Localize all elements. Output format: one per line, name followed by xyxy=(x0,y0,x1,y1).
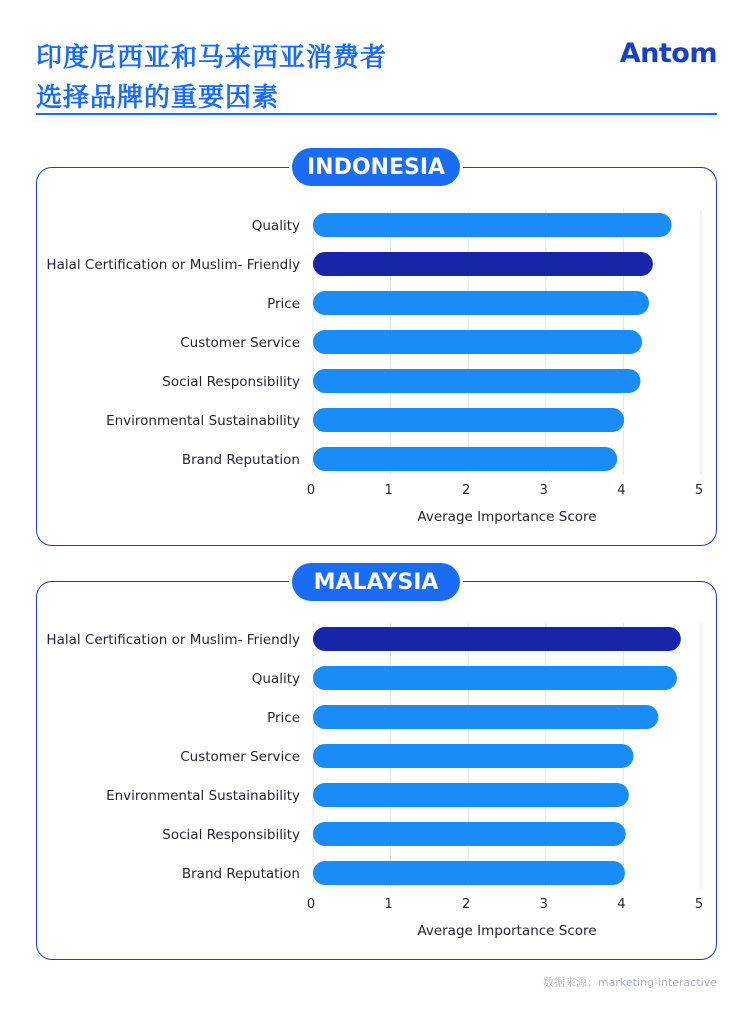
category-label: Customer Service xyxy=(180,335,300,351)
axis-label: Average Importance Score xyxy=(417,923,597,939)
tick-label: 3 xyxy=(539,897,548,912)
tick-label: 1 xyxy=(384,897,393,912)
bar xyxy=(313,705,658,729)
bar xyxy=(313,744,633,768)
category-label: Quality xyxy=(251,671,300,687)
indonesia-title: INDONESIA xyxy=(292,148,460,186)
tick-label: 4 xyxy=(617,483,626,498)
source-note: 数据来源：marketing-interactive xyxy=(542,976,717,989)
tick-label: 5 xyxy=(694,897,704,912)
category-label: Halal Certification or Muslim- Friendly xyxy=(46,632,300,648)
tick-label: 1 xyxy=(384,483,393,498)
category-label: Social Responsibility xyxy=(162,374,300,390)
bar xyxy=(313,861,625,885)
bar xyxy=(313,291,649,315)
malaysia-title: MALAYSIA xyxy=(292,563,460,601)
category-label: Price xyxy=(267,710,300,726)
tick-label: 5 xyxy=(694,483,704,498)
bar xyxy=(313,330,642,354)
tick-label: 3 xyxy=(539,483,548,498)
bar xyxy=(313,783,629,807)
bar xyxy=(313,666,677,690)
tick-label: 2 xyxy=(462,483,471,498)
category-label: Environmental Sustainability xyxy=(106,413,300,429)
bar xyxy=(313,408,624,432)
bar xyxy=(313,252,653,276)
category-label: Brand Reputation xyxy=(181,866,300,882)
bar xyxy=(313,822,626,846)
title-line-2: 选择品牌的重要因素 xyxy=(36,83,280,113)
bar xyxy=(313,627,681,651)
bar xyxy=(313,369,640,393)
tick-label: 0 xyxy=(306,897,316,912)
bar xyxy=(313,447,617,471)
category-label: Quality xyxy=(251,218,300,234)
tick-label: 2 xyxy=(462,897,471,912)
category-label: Environmental Sustainability xyxy=(106,788,300,804)
category-label: Halal Certification or Muslim- Friendly xyxy=(46,257,300,273)
category-label: Social Responsibility xyxy=(162,827,300,843)
category-label: Price xyxy=(267,296,300,312)
axis-label: Average Importance Score xyxy=(417,509,597,525)
category-label: Brand Reputation xyxy=(181,452,300,468)
title-line-1: 印度尼西亚和马来西亚消费者 xyxy=(36,43,388,73)
tick-label: 4 xyxy=(617,897,626,912)
antom-logo: Antom xyxy=(619,38,717,69)
tick-label: 0 xyxy=(306,483,316,498)
category-label: Customer Service xyxy=(180,749,300,765)
bar xyxy=(313,213,672,237)
